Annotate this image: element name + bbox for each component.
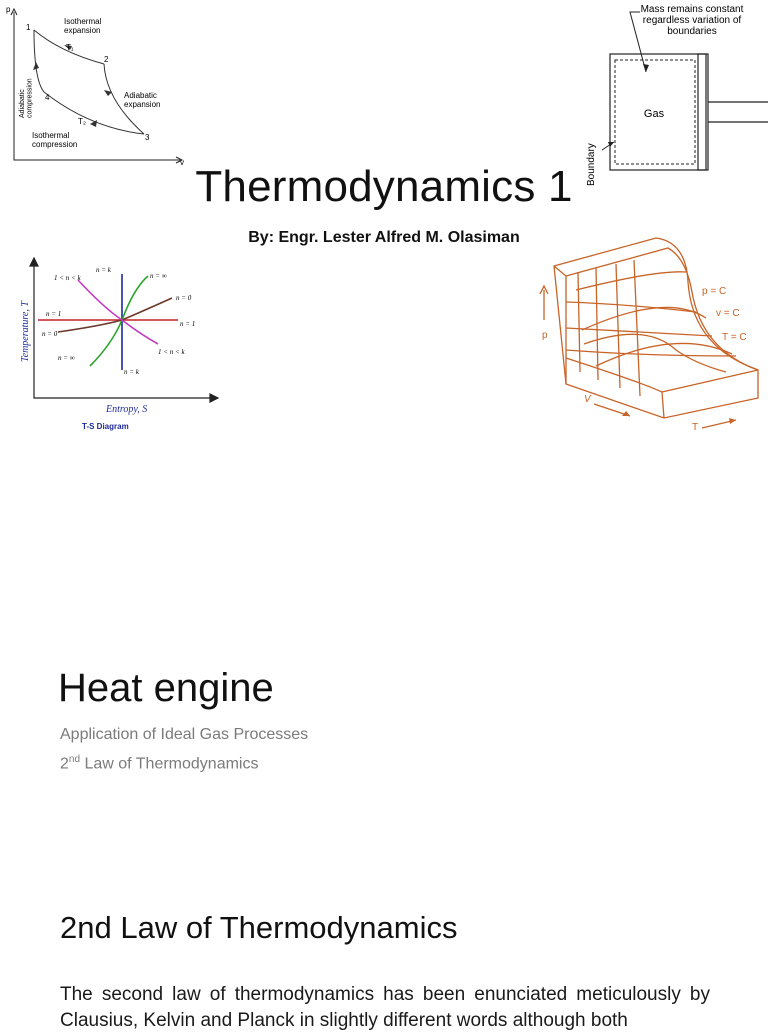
pv-point-4: 4	[45, 93, 50, 102]
ts-label-n-0-right: n = 0	[176, 294, 192, 302]
heat-engine-item-1: Application of Ideal Gas Processes	[60, 726, 309, 743]
ts-xlabel: Entropy, S	[106, 404, 148, 415]
pvt-t-c: T = C	[722, 332, 747, 343]
ts-label-n-k-top: n = k	[96, 266, 111, 274]
pv-point-1: 1	[26, 23, 31, 32]
ts-diagram	[0, 252, 240, 436]
piston-rod	[708, 102, 768, 122]
slide-author: By: Engr. Lester Alfred M. Olasiman	[248, 229, 520, 246]
pvt-p-c: p = C	[702, 286, 727, 297]
pvt-p-label: p	[542, 330, 548, 341]
ts-caption: T-S Diagram	[82, 422, 129, 431]
slide-title: Thermodynamics 1	[195, 162, 573, 211]
item-2-sup: nd	[68, 754, 81, 765]
ts-label-1nk-right: 1 < n < k	[158, 348, 185, 356]
pv-point-labels	[26, 23, 150, 142]
ts-label-1nk-left: 1 < n < k	[54, 274, 81, 282]
ts-ylabel: Temperature, T	[20, 301, 31, 362]
pvt-v-c: v = C	[716, 308, 740, 319]
pv-cycle	[34, 30, 144, 134]
pv-adiabatic-expansion: Adiabatic expansion	[124, 91, 161, 109]
ts-label-n-0-left: n = 0	[42, 330, 58, 338]
pv-p-axis-label: p	[6, 5, 11, 14]
pv-v-axis-label: v	[180, 158, 184, 167]
second-law-body: The second law of thermodynamics has been enunciated meticulously by Clausius, Kelvin and Planck in slightly different words although both	[60, 984, 710, 1031]
pv-point-2: 2	[104, 55, 109, 64]
gas-label: Gas	[643, 108, 665, 120]
pvt-surface	[536, 232, 768, 436]
ts-label-n-1-right: n = 1	[180, 320, 196, 328]
heat-engine-title: Heat engine	[58, 666, 274, 710]
pv-adiabatic-compression: Adiabaticcompression	[19, 78, 34, 118]
item-2-text: Law of Thermodynamics	[80, 755, 259, 773]
boundary-label: Boundary	[586, 143, 597, 186]
ts-label-n-inf-bottom: n = ∞	[58, 354, 75, 362]
pv-isothermal-expansion: Isothermal expansion	[64, 17, 102, 35]
ts-label-n-1-left: n = 1	[46, 310, 62, 318]
pv-t2: T₂	[78, 117, 86, 126]
pvt-t-axis: T	[692, 422, 699, 433]
ts-line-polytropic	[78, 280, 158, 344]
pvt-v-axis: V	[584, 394, 591, 405]
heat-engine-item-2	[60, 754, 258, 773]
pv-t1: T₁	[66, 43, 74, 52]
pv-arrows	[33, 45, 112, 127]
pv-diagram	[0, 0, 200, 168]
item-2-number: 2	[60, 755, 69, 773]
pv-isothermal-compression: Isothermal compression	[32, 131, 78, 149]
mass-note: Mass remains constant regardless variation of boundaries	[640, 4, 744, 37]
second-law-title: 2nd Law of Thermodynamics	[60, 910, 458, 945]
ts-label-n-k-bottom: n = k	[124, 368, 139, 376]
pv-point-3: 3	[145, 133, 150, 142]
ts-label-n-inf-top: n = ∞	[150, 272, 167, 280]
pvt-outline	[554, 238, 758, 418]
